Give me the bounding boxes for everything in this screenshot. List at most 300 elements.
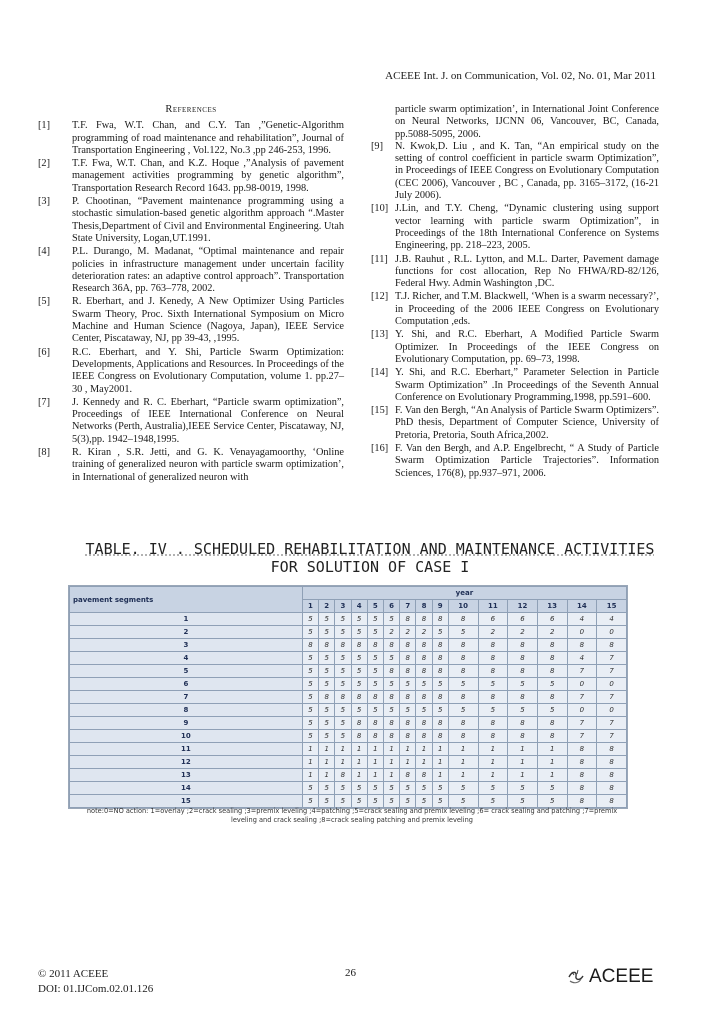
activity-cell: 5 (351, 652, 367, 665)
activity-cell: 8 (400, 639, 416, 652)
activity-cell: 8 (432, 730, 448, 743)
activity-cell: 5 (351, 704, 367, 717)
segment-cell: 8 (70, 704, 303, 717)
year-header-cell: 14 (567, 600, 597, 613)
activity-cell: 8 (351, 717, 367, 730)
activity-cell: 8 (400, 613, 416, 626)
activity-cell: 8 (478, 730, 508, 743)
activity-cell: 8 (537, 639, 567, 652)
activity-cell: 1 (478, 769, 508, 782)
footer-left (38, 967, 153, 997)
reference-text: T.J. Richer, and T.M. Blackwell, ‘When is a swarm necessary?’, in Proceeding of the 2006 IEEE Congress on Evolutionary Computation ,eds. (395, 291, 659, 328)
segment-cell: 6 (70, 678, 303, 691)
activity-cell: 5 (432, 678, 448, 691)
reference-text: F. Van den Bergh, and A.P. Engelbrecht, “ A Study of Particle Swarm Optimization Particle Trajectories”. Information Sciences, 176(8), pp.937–971, 2006. (395, 443, 659, 479)
activity-cell: 8 (537, 665, 567, 678)
reference-number: [4] (38, 246, 51, 258)
activity-cell: 5 (508, 782, 538, 795)
activity-cell: 5 (478, 678, 508, 691)
activity-cell: 1 (383, 769, 399, 782)
activity-cell: 8 (351, 730, 367, 743)
activity-cell: 5 (367, 626, 383, 639)
year-header-cell: 4 (351, 600, 367, 613)
activity-cell: 5 (383, 782, 399, 795)
activity-cell: 1 (448, 756, 478, 769)
activity-cell: 7 (597, 691, 627, 704)
activity-cell: 5 (335, 665, 351, 678)
year-header-cell: 12 (508, 600, 538, 613)
activity-cell: 5 (432, 704, 448, 717)
activity-cell: 1 (416, 743, 432, 756)
activity-cell: 7 (567, 730, 597, 743)
activity-cell: 1 (302, 769, 318, 782)
activity-cell: 1 (319, 756, 335, 769)
activity-cell: 5 (508, 678, 538, 691)
activity-cell: 1 (432, 756, 448, 769)
activity-cell: 5 (302, 730, 318, 743)
reference-text: P. Chootinan, “Pavement maintenance programming using a stochastic simulation-based genetic algorithm approach “.Master Thesis,Department of Civil and Environmental Engineering. Utah State University, Logan,UT.1991. (72, 196, 344, 244)
activity-cell: 8 (448, 665, 478, 678)
activity-cell: 5 (537, 704, 567, 717)
reference-item (371, 329, 659, 366)
activity-cell: 5 (367, 665, 383, 678)
activity-cell: 2 (508, 626, 538, 639)
activity-cell: 1 (400, 743, 416, 756)
activity-cell: 1 (537, 769, 567, 782)
activity-cell: 7 (567, 665, 597, 678)
activity-cell: 1 (478, 743, 508, 756)
activity-cell: 5 (478, 704, 508, 717)
reference-text: F. Van den Bergh, “An Analysis of Particle Swarm Optimizers”. PhD thesis, Department of Computer Science, University of Pretoria, Pretoria, South Africa,2002. (395, 405, 659, 441)
activity-cell: 7 (597, 717, 627, 730)
segment-cell: 9 (70, 717, 303, 730)
activity-cell: 5 (302, 691, 318, 704)
activity-cell: 5 (448, 626, 478, 639)
activity-cell: 5 (416, 678, 432, 691)
reference-number: [8] (38, 447, 51, 459)
references-list-left (38, 120, 344, 484)
activity-cell: 1 (367, 769, 383, 782)
year-header-cell: 9 (432, 600, 448, 613)
activity-cell: 8 (597, 769, 627, 782)
activity-cell: 8 (478, 665, 508, 678)
segment-cell: 5 (70, 665, 303, 678)
reference-number: [10] (371, 203, 389, 215)
reference-item (38, 196, 344, 245)
activity-cell: 5 (335, 704, 351, 717)
activity-cell: 0 (567, 678, 597, 691)
activity-cell: 5 (400, 704, 416, 717)
activity-cell: 1 (508, 743, 538, 756)
activity-cell: 0 (567, 704, 597, 717)
activity-cell: 8 (478, 639, 508, 652)
activity-cell: 1 (383, 743, 399, 756)
year-header-cell: 3 (335, 600, 351, 613)
activity-cell: 5 (367, 613, 383, 626)
activity-cell: 8 (508, 639, 538, 652)
year-header-cell: 11 (478, 600, 508, 613)
segment-cell: 15 (70, 795, 303, 808)
activity-cell: 5 (383, 613, 399, 626)
activity-cell: 5 (367, 795, 383, 808)
year-header-cell: 1 (302, 600, 318, 613)
reference-item (371, 443, 659, 480)
reference-item (371, 203, 659, 252)
activity-cell: 1 (383, 756, 399, 769)
activity-cell: 8 (335, 769, 351, 782)
segment-cell: 10 (70, 730, 303, 743)
reference-text: J.B. Rauhut , R.L. Lytton, and M.L. Darter, Pavement damage functions for cost allocation, Rep No FHWA/RD-82/126, Federal Hwy. Admin Washington ,DC. (395, 253, 659, 290)
activity-cell: 5 (367, 704, 383, 717)
activity-cell: 5 (302, 613, 318, 626)
activity-cell: 5 (319, 704, 335, 717)
activity-cell: 4 (567, 613, 597, 626)
activity-cell: 5 (335, 717, 351, 730)
activity-cell: 5 (302, 704, 318, 717)
reference-item (38, 447, 344, 484)
activity-cell: 5 (432, 795, 448, 808)
activity-cell: 8 (416, 639, 432, 652)
activity-cell: 8 (567, 639, 597, 652)
table-caption-line1: TABLE. IV . SCHEDULED REHABILITATION AND MAINTENANCE ACTIVITIES (85, 540, 655, 558)
activity-cell: 1 (508, 756, 538, 769)
activity-cell: 5 (448, 795, 478, 808)
activity-cell: 1 (335, 756, 351, 769)
activity-cell: 5 (302, 717, 318, 730)
activity-cell: 2 (400, 626, 416, 639)
reference-text: T.F. Fwa, W.T. Chan, and C.Y. Tan ,”Genetic-Algorithm programming of road maintenance and rehabilitation”, Journal of Transportation Engineering , Vol.122, No.3 ,pp 246-253, 1996. (72, 120, 344, 156)
activity-cell: 5 (319, 795, 335, 808)
activity-cell: 8 (416, 613, 432, 626)
swirl-logo-icon (566, 967, 586, 987)
reference-item (38, 246, 344, 295)
activity-cell: 5 (302, 665, 318, 678)
reference-item (371, 141, 659, 202)
segment-cell: 2 (70, 626, 303, 639)
reference-number: [9] (371, 140, 384, 152)
activity-cell: 8 (416, 665, 432, 678)
table-note: note:0=NO action: 1=overlay ;2=crack sealing ;3=premix leveling ;4=patching ;5=crack sealing and premix leveling ;6= crack sealing and patching ;7=premix leveling and crack sealing ;8=crack sealing patching and premix leveling (86, 807, 618, 824)
activity-cell: 8 (400, 730, 416, 743)
activity-cell: 1 (351, 756, 367, 769)
activity-cell: 7 (567, 691, 597, 704)
reference-continuation: particle swarm optimization’, in International Joint Conference on Neural Networks, IJCNN 06, Vancouver, BC, Canada, pp.5088-5095, 2006. (395, 104, 659, 140)
reference-text: R.C. Eberhart, and Y. Shi, Particle Swarm Optimization: Developments, Applications and Resources. In Proceedings of the IEEE Congress on Evolutionary Computation, volume 1. pp.27–30 , May2001. (72, 346, 344, 395)
activity-cell: 8 (400, 769, 416, 782)
table-row (70, 769, 627, 782)
activity-cell: 8 (478, 691, 508, 704)
activity-cell: 8 (537, 730, 567, 743)
segment-cell: 1 (70, 613, 303, 626)
activity-cell: 5 (351, 782, 367, 795)
activity-cell: 5 (367, 678, 383, 691)
activity-cell: 8 (567, 743, 597, 756)
activity-cell: 5 (400, 678, 416, 691)
activity-cell: 1 (448, 769, 478, 782)
activity-cell: 1 (351, 743, 367, 756)
activity-cell: 8 (597, 743, 627, 756)
activity-cell: 8 (319, 691, 335, 704)
activity-cell: 1 (367, 756, 383, 769)
table-row (70, 743, 627, 756)
activity-cell: 5 (448, 678, 478, 691)
activity-cell: 8 (432, 613, 448, 626)
activity-cell: 8 (351, 639, 367, 652)
activity-cell: 5 (351, 795, 367, 808)
activity-cell: 5 (335, 613, 351, 626)
activity-cell: 0 (597, 704, 627, 717)
activity-cell: 8 (432, 665, 448, 678)
aceee-logo (566, 966, 653, 988)
activity-cell: 8 (416, 691, 432, 704)
activity-cell: 5 (335, 626, 351, 639)
activity-cell: 5 (478, 795, 508, 808)
activity-cell: 5 (319, 730, 335, 743)
activity-cell: 8 (478, 652, 508, 665)
activity-cell: 5 (416, 795, 432, 808)
activity-cell: 8 (508, 730, 538, 743)
activity-cell: 4 (597, 613, 627, 626)
activity-cell: 8 (537, 717, 567, 730)
year-header-cell: 7 (400, 600, 416, 613)
activity-cell: 5 (335, 795, 351, 808)
activity-cell: 8 (432, 717, 448, 730)
year-header-cell: 5 (367, 600, 383, 613)
activity-cell: 1 (537, 743, 567, 756)
activity-cell: 5 (432, 626, 448, 639)
activity-cell: 8 (416, 730, 432, 743)
activity-cell: 5 (302, 652, 318, 665)
activity-cell: 1 (367, 743, 383, 756)
activity-cell: 8 (302, 639, 318, 652)
reference-item (371, 405, 659, 442)
activity-cell: 8 (508, 691, 538, 704)
reference-number: [12] (371, 291, 389, 303)
activity-cell: 7 (567, 717, 597, 730)
activity-cell: 5 (319, 665, 335, 678)
activity-cell: 1 (302, 756, 318, 769)
reference-number: [14] (371, 367, 389, 379)
references-left-column (38, 104, 344, 485)
activity-cell: 8 (597, 639, 627, 652)
activity-cell: 8 (416, 652, 432, 665)
activity-cell: 8 (367, 639, 383, 652)
segment-cell: 13 (70, 769, 303, 782)
activity-cell: 7 (597, 730, 627, 743)
activity-cell: 5 (319, 717, 335, 730)
activity-cell: 5 (302, 782, 318, 795)
reference-item (371, 367, 659, 404)
activity-cell: 8 (597, 756, 627, 769)
schedule-table (69, 586, 627, 808)
reference-text: R. Eberhart, and J. Kenedy, A New Optimizer Using Particles Swarm Theory, Proc. Sixth International Symposium on Micro Machine and Human Science (Nagoya, Japan), IEEE Service Center, Piscataway, NJ, pp 39-43, ,1995. (72, 296, 344, 345)
activity-cell: 1 (319, 743, 335, 756)
segment-cell: 11 (70, 743, 303, 756)
activity-cell: 1 (508, 769, 538, 782)
activity-cell: 1 (478, 756, 508, 769)
reference-text: R. Kiran , S.R. Jetti, and G. K. Venayagamoorthy, ‘Online training of generalized neuron with particle swarm optimization’, in International of generalized neuron with (72, 447, 344, 483)
activity-cell: 7 (597, 652, 627, 665)
activity-cell: 1 (432, 743, 448, 756)
activity-cell: 5 (383, 678, 399, 691)
table-row (70, 704, 627, 717)
activity-cell: 8 (567, 795, 597, 808)
reference-item (371, 254, 659, 291)
reference-item (38, 120, 344, 157)
activity-cell: 7 (597, 665, 627, 678)
table-row (70, 782, 627, 795)
activity-cell: 5 (508, 704, 538, 717)
reference-number: [13] (371, 329, 389, 341)
activity-cell: 5 (537, 795, 567, 808)
activity-cell: 8 (448, 730, 478, 743)
table-row (70, 665, 627, 678)
activity-cell: 1 (319, 769, 335, 782)
schedule-table-image (68, 585, 628, 809)
activity-cell: 6 (478, 613, 508, 626)
table-row (70, 730, 627, 743)
corner-label: pavement segments (70, 587, 303, 613)
activity-cell: 8 (367, 730, 383, 743)
activity-cell: 5 (351, 665, 367, 678)
footer-doi: DOI: 01.IJCom.02.01.126 (38, 983, 154, 995)
segment-cell: 3 (70, 639, 303, 652)
segment-cell: 12 (70, 756, 303, 769)
activity-cell: 1 (416, 756, 432, 769)
activity-cell: 8 (508, 717, 538, 730)
table-caption (80, 540, 660, 576)
reference-item (38, 347, 344, 396)
table-row (70, 756, 627, 769)
reference-text: J. Kennedy and R. C. Eberhart, “Particle swarm optimization”, Proceedings of IEEE International Conference on Neural Networks (Perth, Australia),IEEE Service Center, Piscataway, NJ, 5(3),pp. 1942–1948,1995. (72, 396, 344, 445)
activity-cell: 5 (319, 626, 335, 639)
activity-cell: 2 (383, 626, 399, 639)
reference-text: Y. Shi, and R.C. Eberhart,” Parameter Selection in Particle Swarm Optimization” .In Proceedings of the Seventh Annual Conference on Evolutionary Programming,1998, pp.591–600. (395, 367, 659, 403)
activity-cell: 8 (383, 717, 399, 730)
table-row (70, 678, 627, 691)
journal-header: ACEEE Int. J. on Communication, Vol. 02, No. 01, Mar 2011 (385, 70, 656, 82)
activity-cell: 8 (335, 639, 351, 652)
activity-cell: 8 (383, 730, 399, 743)
activity-cell: 8 (383, 639, 399, 652)
activity-cell: 8 (537, 652, 567, 665)
reference-number: [3] (38, 196, 51, 208)
table-row (70, 652, 627, 665)
activity-cell: 5 (400, 782, 416, 795)
activity-cell: 5 (383, 704, 399, 717)
activity-cell: 5 (383, 652, 399, 665)
activity-cell: 1 (432, 769, 448, 782)
activity-cell: 8 (448, 691, 478, 704)
activity-cell: 0 (597, 678, 627, 691)
activity-cell: 0 (567, 626, 597, 639)
activity-cell: 1 (400, 756, 416, 769)
reference-number: [11] (371, 253, 388, 265)
table-row (70, 691, 627, 704)
activity-cell: 8 (508, 665, 538, 678)
activity-cell: 5 (319, 782, 335, 795)
references-title: References (165, 104, 217, 115)
activity-cell: 5 (416, 704, 432, 717)
activity-cell: 5 (319, 613, 335, 626)
references-list-right (371, 141, 659, 480)
reference-text: J.Lin, and T.Y. Cheng, “Dynamic clustering using support vector learning with particle swarm Optimization”, in Proceedings of the 18th International Conference on Systems Engineering, pp. 218–223, 2005. (395, 203, 659, 252)
year-header-cell: 13 (537, 600, 567, 613)
activity-cell: 5 (302, 678, 318, 691)
year-header-cell: 2 (319, 600, 335, 613)
reference-text: N. Kwok,D. Liu , and K. Tan, “An empirical study on the setting of control coefficient in particle swarm Optimization”, in Proceedings of IEEE Congress on Evolutionary Computation (CEC 2006), Vancouver , BC , Canada, pp. 3165–3172, (16-21 July 2006). (395, 140, 659, 202)
activity-cell: 5 (508, 795, 538, 808)
activity-cell: 5 (302, 795, 318, 808)
activity-cell: 8 (448, 639, 478, 652)
activity-cell: 8 (597, 795, 627, 808)
activity-cell: 8 (400, 665, 416, 678)
year-header-cell: 8 (416, 600, 432, 613)
activity-cell: 8 (567, 769, 597, 782)
activity-cell: 8 (597, 782, 627, 795)
activity-cell: 8 (448, 613, 478, 626)
reference-text: T.F. Fwa, W.T. Chan, and K.Z. Hoque ,”Analysis of pavement management activities programming by genetic algorithm”, Transportation Research Record 1643. pp.98-0019, 1998. (72, 158, 344, 194)
activity-cell: 8 (400, 717, 416, 730)
activity-cell: 5 (367, 652, 383, 665)
segment-cell: 7 (70, 691, 303, 704)
table-row (70, 626, 627, 639)
activity-cell: 8 (448, 652, 478, 665)
activity-cell: 5 (432, 782, 448, 795)
reference-number: [15] (371, 405, 389, 417)
activity-cell: 8 (383, 691, 399, 704)
references-right-column (371, 104, 659, 481)
activity-cell: 8 (478, 717, 508, 730)
reference-item (38, 296, 344, 345)
segment-cell: 4 (70, 652, 303, 665)
activity-cell: 5 (335, 678, 351, 691)
activity-cell: 8 (416, 769, 432, 782)
activity-cell: 1 (448, 743, 478, 756)
reference-item (38, 397, 344, 446)
activity-cell: 8 (448, 717, 478, 730)
activity-cell: 5 (335, 652, 351, 665)
year-label: year (302, 587, 626, 600)
activity-cell: 4 (567, 652, 597, 665)
activity-cell: 5 (335, 730, 351, 743)
activity-cell: 1 (335, 743, 351, 756)
activity-cell: 5 (351, 678, 367, 691)
activity-cell: 8 (400, 691, 416, 704)
year-header-cell: 15 (597, 600, 627, 613)
activity-cell: 5 (302, 626, 318, 639)
activity-cell: 6 (508, 613, 538, 626)
reference-number: [16] (371, 443, 389, 455)
activity-cell: 8 (400, 652, 416, 665)
activity-cell: 8 (432, 652, 448, 665)
activity-cell: 8 (432, 691, 448, 704)
activity-cell: 5 (367, 782, 383, 795)
activity-cell: 5 (383, 795, 399, 808)
footer-copyright: © 2011 ACEEE (38, 968, 109, 980)
activity-cell: 8 (432, 639, 448, 652)
activity-cell: 5 (351, 626, 367, 639)
year-header-cell: 6 (383, 600, 399, 613)
activity-cell: 8 (537, 691, 567, 704)
reference-text: P.L. Durango, M. Madanat, “Optimal maintenance and repair policies in infrastructure management under uncertain facility deterioration rates: an adaptive control approach”. Transportation Research 36A, pp. 763–778, 2002. (72, 246, 344, 295)
activity-cell: 6 (537, 613, 567, 626)
activity-cell: 5 (537, 678, 567, 691)
activity-cell: 1 (351, 769, 367, 782)
table-row (70, 639, 627, 652)
activity-cell: 5 (335, 782, 351, 795)
activity-cell: 2 (537, 626, 567, 639)
